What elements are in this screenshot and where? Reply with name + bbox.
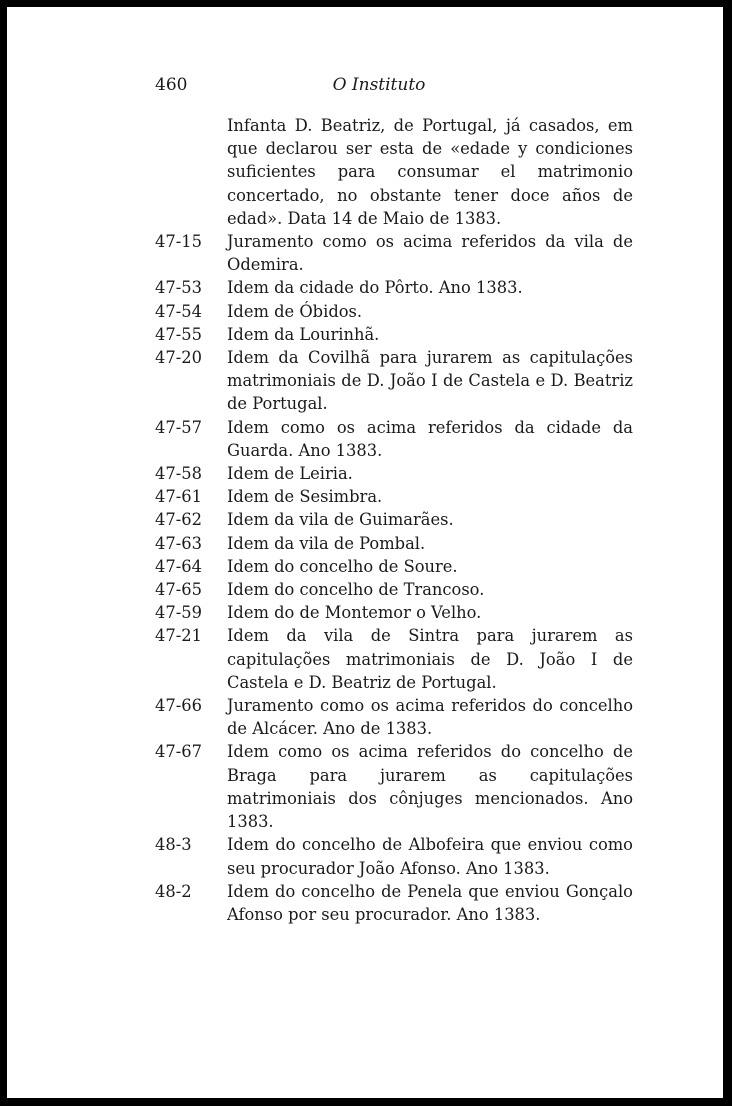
entry-ref: 47-15 (155, 232, 202, 252)
entry-text: Idem da vila de Guimarães. (227, 510, 454, 530)
entry-ref: 47-21 (155, 626, 202, 646)
entry-text: Idem da vila de Pombal. (227, 533, 426, 553)
entry-ref: 47-65 (155, 580, 202, 600)
page-body (155, 114, 633, 926)
entry-ref: 47-59 (155, 603, 202, 623)
list-item (155, 300, 633, 323)
entry-text: Juramento como os acima referidos da vila de Odemira. (227, 232, 633, 275)
list-item (155, 323, 633, 346)
entry-text: Idem do concelho de Penela que enviou Gonçalo Afonso por seu procurador. Ano 1383. (227, 881, 633, 924)
entry-ref: 47-66 (155, 696, 202, 716)
entry-text: Idem do de Montemor o Velho. (227, 603, 482, 623)
running-title: O Instituto (332, 75, 426, 95)
entry-ref: 48-2 (155, 881, 192, 901)
list-item (155, 880, 633, 926)
book-page (7, 7, 723, 1098)
entry-text: Idem de Sesimbra. (227, 487, 383, 507)
entry-text: Idem do concelho de Soure. (227, 556, 458, 576)
entry-text: Idem da cidade do Pôrto. Ano 1383. (227, 278, 523, 298)
list-item (155, 346, 633, 416)
entry-text: Idem da vila de Sintra para jurarem as capitulações matrimoniais de D. João I de Castela e D. Beatriz de Portugal. (227, 626, 633, 692)
entry-ref: 47-20 (155, 348, 202, 368)
entry-text: Juramento como os acima referidos do concelho de Alcácer. Ano de 1383. (227, 696, 633, 739)
list-item (155, 578, 633, 601)
entry-text: Idem como os acima referidos do concelho de Braga para jurarem as capitulações matrimoniais dos cônjuges mencionados. Ano 1383. (227, 742, 633, 832)
entry-ref: 47-67 (155, 742, 202, 762)
entry-ref: 48-3 (155, 835, 192, 855)
entry-text: Idem como os acima referidos da cidade da Guarda. Ano 1383. (227, 417, 633, 460)
entry-text: Idem do concelho de Albofeira que enviou como seu procurador João Afonso. Ano 1383. (227, 835, 633, 878)
entry-text: Idem da Lourinhã. (227, 324, 380, 344)
list-item (155, 601, 633, 624)
entry-ref: 47-64 (155, 556, 202, 576)
list-item (155, 276, 633, 299)
continuation-paragraph: Infanta D. Beatriz, de Portugal, já casados, em que declarou ser esta de «edade y condiciones suficientes para consumar el matrimonio concertado, no obstante tener doce años de edad». Data 14 de Maio de 1383. (227, 116, 633, 228)
entry-ref: 47-53 (155, 278, 202, 298)
list-item (155, 485, 633, 508)
entry-ref: 47-61 (155, 487, 202, 507)
list-item (155, 508, 633, 531)
entry-ref: 47-58 (155, 464, 202, 484)
list-item (155, 740, 633, 833)
entry-text: Idem de Leiria. (227, 464, 353, 484)
list-item (155, 694, 633, 740)
entry-ref: 47-57 (155, 417, 202, 437)
entry-ref: 47-63 (155, 533, 202, 553)
list-item (155, 230, 633, 276)
page-header (155, 75, 603, 99)
entry-ref: 47-54 (155, 301, 202, 321)
entry-text: Idem da Covilhã para jurarem as capitulações matrimoniais de D. João I de Castela e D. Beatriz de Portugal. (227, 348, 633, 414)
entry-ref: 47-55 (155, 324, 202, 344)
page-number: 460 (155, 75, 188, 95)
entry-text: Idem de Óbidos. (227, 301, 363, 321)
list-item (155, 416, 633, 462)
list-item (155, 462, 633, 485)
list-item (155, 624, 633, 694)
list-item (155, 555, 633, 578)
list-item (155, 833, 633, 879)
entry-text: Idem do concelho de Trancoso. (227, 580, 485, 600)
entry-ref: 47-62 (155, 510, 202, 530)
list-item (155, 532, 633, 555)
